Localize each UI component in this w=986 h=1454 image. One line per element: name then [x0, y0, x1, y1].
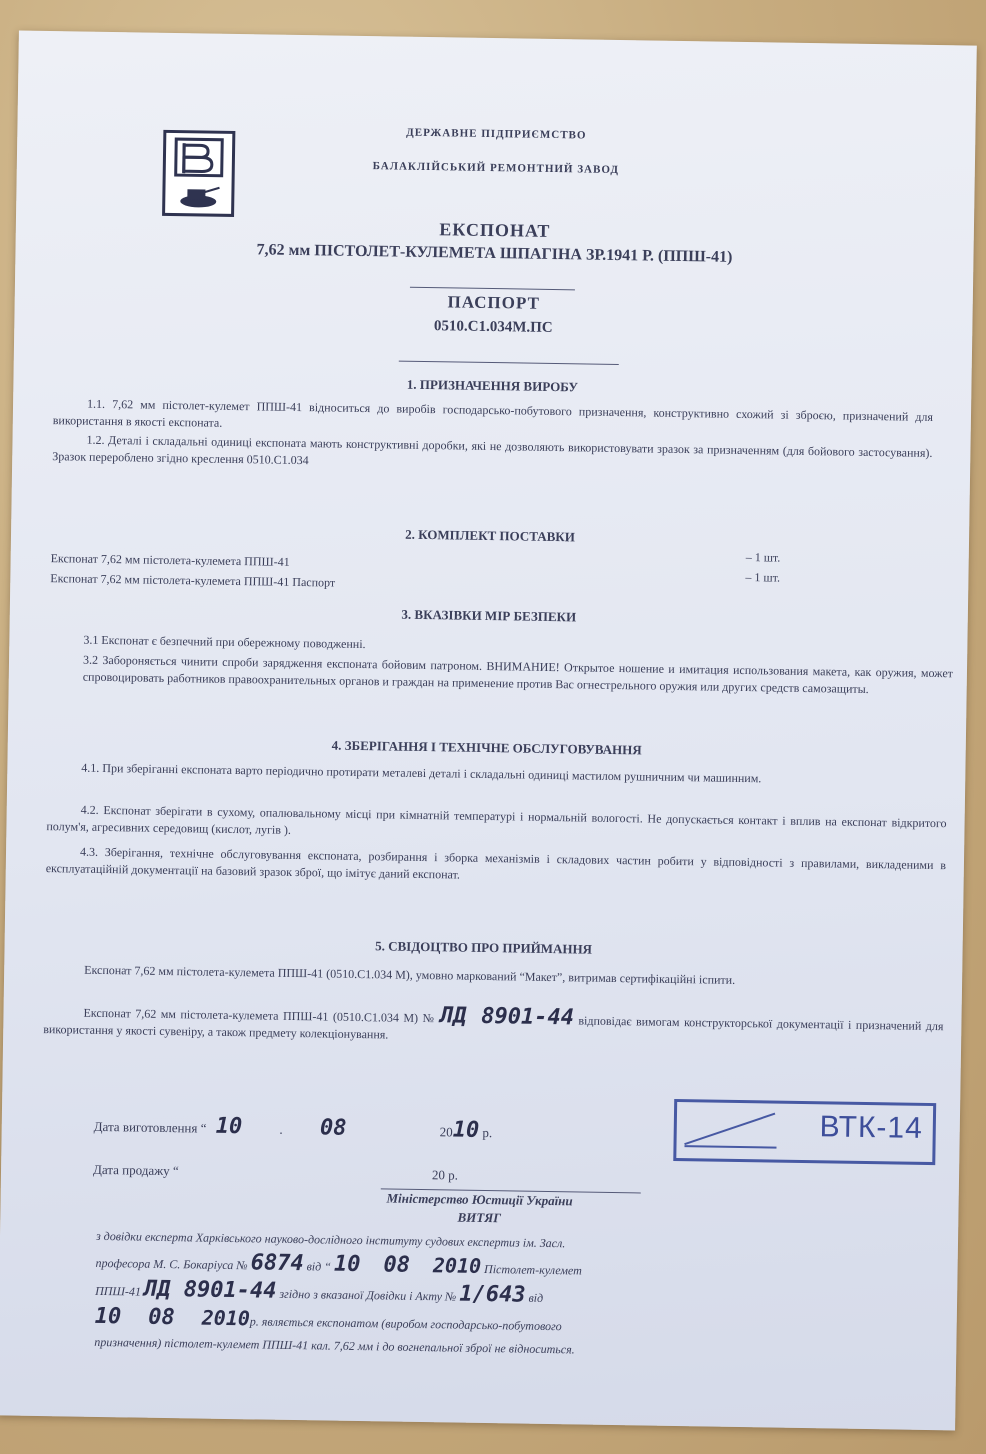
exhibit-title: ЕКСПОНАТ	[439, 219, 551, 241]
extract-text: від	[528, 1290, 544, 1305]
list-item-qty: – 1 шт.	[745, 570, 781, 585]
extract-text: Пістолет-кулемет	[483, 1262, 582, 1278]
extract-serial: ЛД 8901-44	[143, 1276, 277, 1304]
extract-text: професора М. С. Бокаріуса №	[95, 1255, 248, 1273]
paragraph: 4.1. При зберіганні експоната варто періодично протирати металеві деталі і складальні одиниці мастилом рушничним чи машинним.	[81, 760, 762, 786]
section-heading: 3. ВКАЗІВКИ МІР БЕЗПЕКИ	[401, 606, 577, 625]
divider	[399, 361, 619, 365]
sale-label: Дата продажу “	[92, 1161, 179, 1179]
passport-title: ПАСПОРТ	[447, 292, 541, 313]
ministry-title: Міністерство Юстиції України	[386, 1190, 573, 1209]
manufacture-date: Дата виготовлення “ 10 . 08 2010 р.	[93, 1113, 493, 1143]
section-heading: 5. СВІДОЦТВО ПРО ПРИЙМАННЯ	[375, 938, 593, 957]
list-item: Експонат 7,62 мм пістолета-кулемета ППШ-41	[50, 551, 290, 569]
section-heading: 1. ПРИЗНАЧЕННЯ ВИРОБУ	[406, 376, 579, 395]
year-suffix: р.	[482, 1124, 493, 1141]
quality-stamp	[673, 1099, 936, 1165]
org-line-1: ДЕРЖАВНЕ ПІДПРИЄМСТВО	[406, 126, 587, 142]
act-month: 08	[148, 1304, 175, 1331]
extract-line: з довідки експерта Харківського науково-дослідного інституту судових експертиз ім. Засл.	[95, 1228, 566, 1251]
manufacture-label: Дата виготовлення “	[93, 1118, 207, 1136]
extract-text: р. являється експонатом (виробом господарсько-побутового	[249, 1314, 562, 1334]
sale-date	[93, 1162, 458, 1184]
extract-title: ВИТЯГ	[457, 1209, 502, 1226]
paragraph: 3.2 Забороняється чинити спроби зарядження експоната бойовим патроном. ВНИМАНИЕ! Открытое ношение и имитация использования макета, как оружия, может спровоцировать работников правоохранительных органов и граждан на применение против Вас огнестрельного оружия или других средств самозащиты.	[82, 652, 954, 696]
sale-year-prefix: 20	[431, 1167, 446, 1183]
section-heading: 4. ЗБЕРІГАННЯ І ТЕХНІЧНЕ ОБСЛУГОВУВАННЯ	[331, 737, 642, 758]
exhibit-name: 7,62 мм ПІСТОЛЕТ-КУЛЕМЕТА ШПАГІНА ЗР.1941 Р. (ППШ-41)	[256, 241, 733, 266]
paragraph: Експонат 7,62 мм пістолета-кулемета ППШ-41 (0510.С1.034 М), умовно маркований “Макет”, витримав сертифікаційні іспити.	[84, 962, 736, 987]
paragraph: 1.1. 7,62 мм пістолет-кулемет ППШ-41 відноситься до виробів господарсько-побутового призначення, конструктивно схожий зі зброєю, призначений для використання в якості експоната.	[52, 396, 934, 430]
reference-day: 10	[333, 1251, 361, 1278]
org-line-2: БАЛАКЛІЙСЬКИЙ РЕМОНТНИЙ ЗАВОД	[372, 160, 620, 177]
extract-text: від “	[306, 1259, 332, 1274]
manufacture-month: 08	[319, 1115, 347, 1141]
paragraph: 4.3. Зберігання, технічне обслуговування експоната, розбирання і зборка механізмів і складових частин робити у відповідності з правилами, викладеними в експлуатаційній документації на базовий зразок зброї, що імітує даний експонат.	[45, 844, 947, 882]
doc-code: 0510.С1.034М.ПС	[433, 318, 553, 336]
extract-text: згідно з вказаної Довідки і Акту №	[279, 1286, 457, 1304]
reference-year: 2010	[432, 1253, 482, 1278]
extract-text: ППШ-41	[95, 1283, 142, 1299]
sale-year-suffix: р.	[448, 1167, 459, 1183]
paragraph: 1.2. Деталі і складальні одиниці експоната мають конструктивні доробки, які не дозволяють використовувати зразок за призначенням (для бойового застосування). Зразок перероблено згідно креслення 0510.С1.034	[52, 432, 933, 468]
section-heading: 2. КОМПЛЕКТ ПОСТАВКИ	[405, 526, 576, 545]
extract-line: призначення) пістолет-кулемет ППШ-41 кал. 7,62 мм і до вогнепальної зброї не відноситься.	[94, 1334, 575, 1357]
stamp-text: ВТК-14	[819, 1110, 924, 1145]
divider	[410, 287, 575, 291]
act-year: 2010	[201, 1305, 251, 1331]
manufacture-day: 10	[215, 1113, 243, 1140]
list-item-qty: – 1 шт.	[745, 550, 781, 565]
paragraph: 4.2. Експонат зберігати в сухому, опалювальному місці при кімнатній температурі і нормальній вологості. Не допускається контакт і вплив на експонат відкритого полум'я, агресивних середовищ (кислот, лугів ).	[46, 802, 947, 837]
act-day: 10	[94, 1303, 122, 1330]
acceptance-paragraph	[43, 1001, 943, 1052]
factory-logo	[162, 130, 235, 217]
passport-document	[0, 31, 977, 1431]
stamp-mark-icon	[682, 1108, 779, 1150]
manufacture-year-prefix: 20	[439, 1124, 453, 1140]
reference-number: 6874	[250, 1250, 304, 1277]
paragraph-start: Експонат 7,62 мм пістолета-кулемета ППШ-41 (0510.С1.034 М) №	[83, 1005, 436, 1026]
manufacture-year: 10	[452, 1117, 480, 1143]
paragraph-end: відповідає вимогам конструкторської документації і призначений для використання у якості сувеніру, а також предмету колекціонування.	[43, 1013, 944, 1042]
list-item: Експонат 7,62 мм пістолета-кулемета ППШ-41 Паспорт	[50, 571, 336, 590]
act-number: 1/643	[459, 1281, 526, 1308]
reference-month: 08	[383, 1252, 411, 1278]
paragraph: 3.1 Експонат є безпечний при обережному поводженні.	[83, 632, 366, 652]
logo-tank-icon	[175, 179, 221, 210]
serial-number: ЛД 8901-44	[439, 1003, 575, 1031]
